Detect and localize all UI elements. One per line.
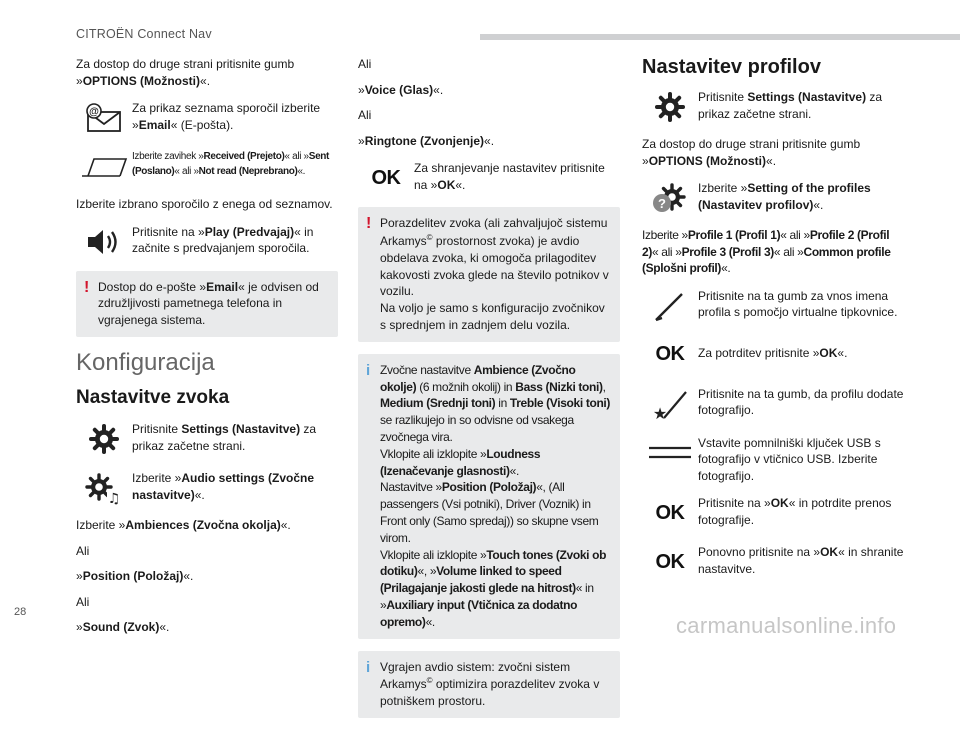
paragraph-position: »Position (Položaj)«. xyxy=(76,569,194,584)
photo-icon xyxy=(642,384,698,424)
warning-icon: ! xyxy=(366,215,372,233)
paragraph-ali-1: Ali xyxy=(76,543,90,558)
email-row xyxy=(76,98,338,138)
column-right xyxy=(642,56,904,591)
paragraph-ambiences: Izberite »Ambiences (Zvočna okolja)«. xyxy=(76,518,291,533)
profile-settings-instruction: Pritisnite Settings (Nastavitve) za prikaz začetne strani. xyxy=(698,90,883,121)
profile-gear-icon xyxy=(642,178,698,218)
ok-save-profile-row xyxy=(642,542,904,582)
ok-icon: OK xyxy=(655,343,685,366)
settings-instruction: Pritisnite Settings (Nastavitve) za prikaz začetne strani. xyxy=(132,422,317,453)
rename-profile-row xyxy=(642,286,904,326)
setting-profiles-row xyxy=(642,178,904,218)
column-left xyxy=(76,56,338,645)
svg-text:?: ? xyxy=(658,196,666,212)
page-number: 28 xyxy=(14,606,27,618)
ok-save-row xyxy=(358,158,620,198)
email-icon xyxy=(76,98,132,138)
warning-note-text: Dostop do e-pošte »Email« je odvisen od združljivosti pametnega telefona in vgrajenega sistema. xyxy=(98,279,319,328)
paragraph-ali-3: Ali xyxy=(358,57,372,71)
ok-confirm-instruction: Za potrditev pritisnite »OK«. xyxy=(698,345,848,360)
setting-profiles-instruction: Izberite »Setting of the profiles (Nastavitev profilov)«. xyxy=(698,181,871,212)
info-note-text: Zvočne nastavitve Ambience (Zvočno okolje) (6 možnih okolij) in Bass (Nizki toni), Medium (Srednji toni) in Treble (Visoki toni) se razlikujejo in so odvisne od vsakega zvočnega vira. Vklopite ali izklopite »Loudness (Izenačevanje glasnosti)«. Nastavitve »Position (Položaj)«, (All passengers (Vsi potniki), Driver (Voznik) in Front only (Samo spredaj)) so skupne vsem virom. Vklopite ali izklopite »Touch tones (Zvoki ob dotiku)«, »Volume linked to speed (Prilagajanje jakosti glede na hitrost)« in »Auxiliary input (Vtičnica za dodatno opremo)«. xyxy=(380,362,611,629)
add-photo-row xyxy=(642,384,904,424)
warning-note-sound-distribution xyxy=(358,207,620,342)
warning-icon: ! xyxy=(84,278,90,296)
rename-profile-instruction: Pritisnite na ta gumb za vnos imena profila s pomočjo virtualne tipkovnice. xyxy=(698,288,898,320)
play-row xyxy=(76,222,338,262)
ok-icon: OK xyxy=(655,550,685,573)
info-icon: i xyxy=(366,658,371,676)
warning-note-text: Porazdelitev zvoka (ali zahvaljujoč sistemu Arkamys© prostornost zvoka) je avdio obdelava zvoka, ki omogoča prilagoditev kakovosti zvoka glede na število potnikov v vozilu. Na voljo je samo s konfiguracijo zvočnikov s sprednjem in zadnjem delu vozila. xyxy=(380,216,609,332)
ok-icon: OK xyxy=(655,501,685,524)
ok-save-instruction: Za shranjevanje nastavitev pritisnite na »OK«. xyxy=(414,161,605,192)
pencil-icon xyxy=(642,286,698,326)
column-middle xyxy=(358,56,620,730)
paragraph-voice: »Voice (Glas)«. xyxy=(358,82,444,97)
svg-text:★: ★ xyxy=(652,403,668,423)
paragraph-profile-choice: Izberite »Profile 1 (Profil 1)« ali »Profile 2 (Profil 2)« ali »Profile 3 (Profil 3)« ali »Common profile (Splošni profil)«. xyxy=(642,228,891,276)
paragraph-options-2: Za dostop do druge strani pritisnite gumb »OPTIONS (Možnosti)«. xyxy=(642,137,861,168)
header-bar xyxy=(480,34,960,40)
email-instruction: Za prikaz seznama sporočil izberite »Email« (E-pošta). xyxy=(132,101,321,132)
play-instruction: Pritisnite na »Play (Predvajaj)« in začnite s predvajanjem sporočila. xyxy=(132,224,314,256)
tab-instruction: Izberite zavihek »Received (Prejeto)« ali »Sent (Poslano)« ali »Not read (Neprebrano)«. xyxy=(132,151,330,178)
svg-text:♫: ♫ xyxy=(107,491,121,508)
tab-row xyxy=(76,147,338,187)
paragraph-ali-2: Ali xyxy=(76,594,90,609)
header-title: CITROËN Connect Nav xyxy=(76,27,212,41)
paragraph-select-message: Izberite izbrano sporočilo z enega od seznamov. xyxy=(76,197,333,212)
audio-settings-icon xyxy=(76,468,132,508)
info-icon: i xyxy=(366,361,371,379)
ok-save-profile-instruction: Ponovno pritisnite na »OK« in shranite nastavitve. xyxy=(698,545,904,576)
ok-confirm-row xyxy=(642,335,904,375)
svg-text:@: @ xyxy=(89,106,99,118)
speaker-icon xyxy=(76,222,132,262)
audio-settings-row xyxy=(76,468,338,508)
add-photo-instruction: Pritisnite na ta gumb, da profilu dodate fotografijo. xyxy=(698,386,904,418)
paragraph-ringtone: »Ringtone (Zvonjenje)«. xyxy=(358,133,495,148)
usb-row xyxy=(642,433,904,485)
usb-stick-icon xyxy=(642,433,698,473)
ok-icon: OK xyxy=(371,166,401,189)
watermark: carmanualsonline.info xyxy=(676,613,897,638)
info-note-arkamys xyxy=(358,651,620,718)
subheading-sound-settings: Nastavitve zvoka xyxy=(76,387,230,409)
ok-transfer-instruction: Pritisnite na »OK« in potrdite prenos fotografije. xyxy=(698,496,892,527)
section-heading-konfiguracija: Konfiguracija xyxy=(76,349,215,377)
ok-transfer-row xyxy=(642,493,904,533)
audio-settings-instruction: Izberite »Audio settings (Zvočne nastavitve)«. xyxy=(132,471,315,502)
info-note-text: Vgrajen avdio sistem: zvočni sistem Arkamys© optimizira porazdelitev zvoka v potniškem prostoru. xyxy=(380,659,600,709)
gear-icon xyxy=(642,87,698,127)
usb-instruction: Vstavite pomnilniški ključek USB s fotografijo v vtičnico USB. Izberite fotografijo. xyxy=(698,435,881,483)
paragraph-sound: »Sound (Zvok)«. xyxy=(76,620,170,635)
tab-icon xyxy=(76,147,132,187)
paragraph-ali-4: Ali xyxy=(358,108,372,123)
profile-settings-row xyxy=(642,87,904,127)
settings-row xyxy=(76,419,338,459)
gear-icon xyxy=(76,419,132,459)
info-note-sound-settings xyxy=(358,354,620,639)
warning-note-email xyxy=(76,271,338,337)
subheading-profile-settings: Nastavitev profilov xyxy=(642,56,821,78)
paragraph-options: Za dostop do druge strani pritisnite gumb »OPTIONS (Možnosti)«. xyxy=(76,57,295,88)
